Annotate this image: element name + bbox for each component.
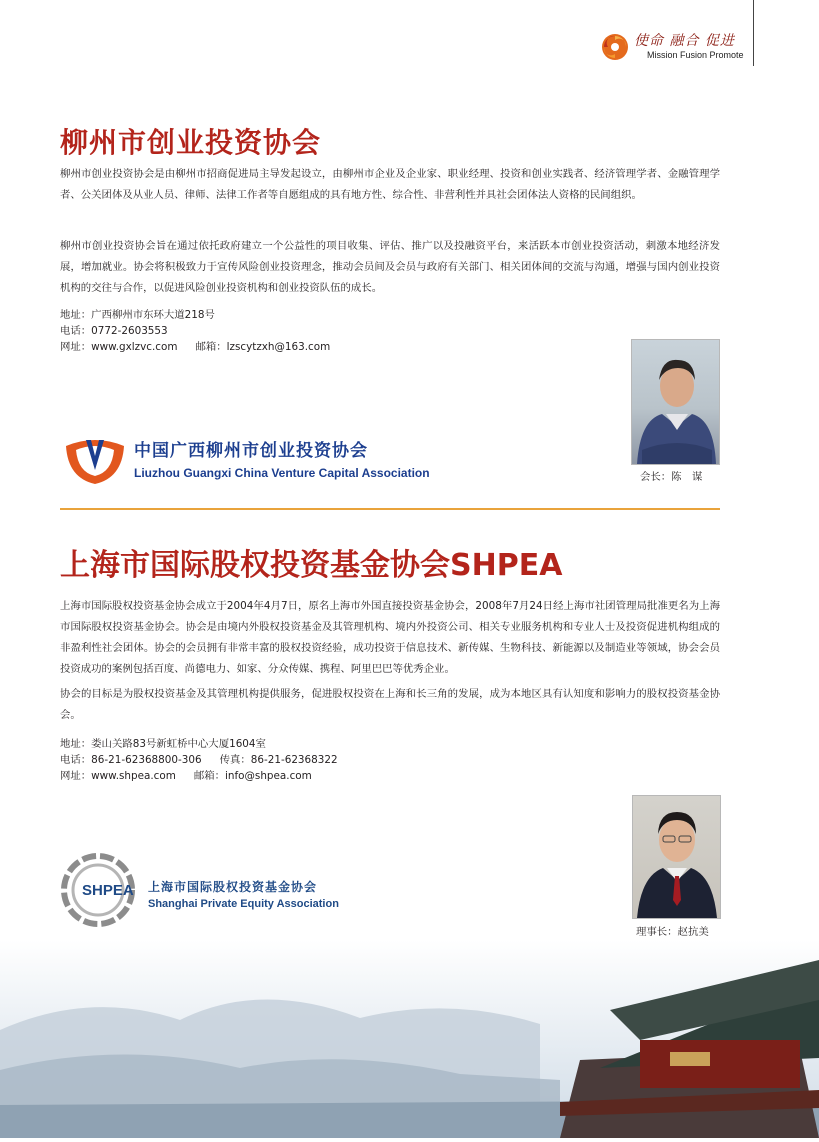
swirl-logo-icon [600,32,630,62]
president-caption: 会长：陈 谋 [640,471,703,483]
header-rule [753,0,754,66]
section2-paragraph-2: 协会的目标是为股权投资基金及其管理机构提供服务，促进股权投资在上海和长三角的发展，成为本地区具有认知度和影响力的股权投资基金协会。 [60,688,720,721]
section1-email[interactable]: 邮箱：lzscytzxh@163.com [195,341,331,353]
section-divider [60,508,720,510]
section2-phone-fax [60,752,338,768]
section1-web-email [60,339,330,355]
vc-association-logo-icon [62,430,128,486]
header-logo [600,28,750,68]
section2-web-email [60,768,338,784]
section2-logo-en: Shanghai Private Equity Association [148,898,339,910]
section1-paragraph-2: 柳州市创业投资协会旨在通过依托政府建立一个公益性的项目收集、评估、推广以及投融资平台，来活跃本市创业投资活动，刺激本地经济发展，增加就业。协会将积极致力于宣传风险创业投资理念，推动会员间及会员与政府有关部门、相关团体间的交流与沟通，增强与国内创业投资机构的交往与合作，以促进风险创业投资机构和创业投资队伍的成长。 [60,240,720,294]
section1-logo [62,430,430,486]
section1-logo-cn: 中国广西柳州市创业投资协会 [134,441,368,461]
chairman-photo [632,795,721,919]
section1-logo-en: Liuzhou Guangxi China Venture Capital Association [134,466,430,480]
section2-contact [60,736,338,784]
section2-phone: 电话：86-21-62368800-306 [60,754,202,766]
chairman-caption: 理事长：赵抗美 [636,926,709,938]
section2-paragraph-1: 上海市国际股权投资基金协会成立于2004年4月7日，原名上海市外国直接投资基金协会，2008年7月24日经上海市社团管理局批准更名为上海市国际股权投资基金协会。协会是由境内外股权投资基金及其管理机构、境内外投资公司、相关专业服务机构和专业人士及投资促进机构组成的非盈利性社会团体。协会的会员拥有非常丰富的股权投资经验，成功投资于信息技术、新传媒、生物科技、新能源以及制造业等领域，协会会员投资成功的案例包括百度、尚德电力、如家、分众传媒、携程、阿里巴巴等优秀企业。 [60,600,720,675]
shpea-mark: SHPEA [82,882,134,899]
header-slogan-en: Mission Fusion Promote [647,50,744,60]
section1-title: 柳州市创业投资协会 [60,126,322,159]
section2-address: 地址：娄山关路83号新虹桥中心大厦1604室 [60,738,266,750]
section2-title: 上海市国际股权投资基金协会SHPEA [60,548,563,583]
section2-email[interactable]: 邮箱：info@shpea.com [193,770,312,782]
section1-address: 地址：广西柳州市东环大道218号 [60,309,215,321]
landscape-illustration [0,940,819,1138]
section2-website[interactable]: 网址：www.shpea.com [60,770,176,782]
section2-fax: 传真：86-21-62368322 [219,754,338,766]
portrait-icon [633,796,720,918]
section1-phone: 电话：0772-2603553 [60,325,168,337]
landscape-pavilion-icon [0,940,819,1138]
section1-contact [60,307,330,355]
section1-paragraph-1: 柳州市创业投资协会是由柳州市招商促进局主导发起设立，由柳州市企业及企业家、职业经理、投资和创业实践者、经济管理学者、金融管理学者、公关团体及从业人员、律师、法律工作者等自愿组成的具有地方性、综合性、非营利性并具社会团体法人资格的民间组织。 [60,168,720,201]
section1-website[interactable]: 网址：www.gxlzvc.com [60,341,178,353]
president-photo [631,339,720,465]
header-slogan: 使命 融合 促进 [634,33,735,49]
section2-logo-cn: 上海市国际股权投资基金协会 [148,880,318,894]
portrait-icon [632,340,719,464]
section2-logo [56,850,356,930]
